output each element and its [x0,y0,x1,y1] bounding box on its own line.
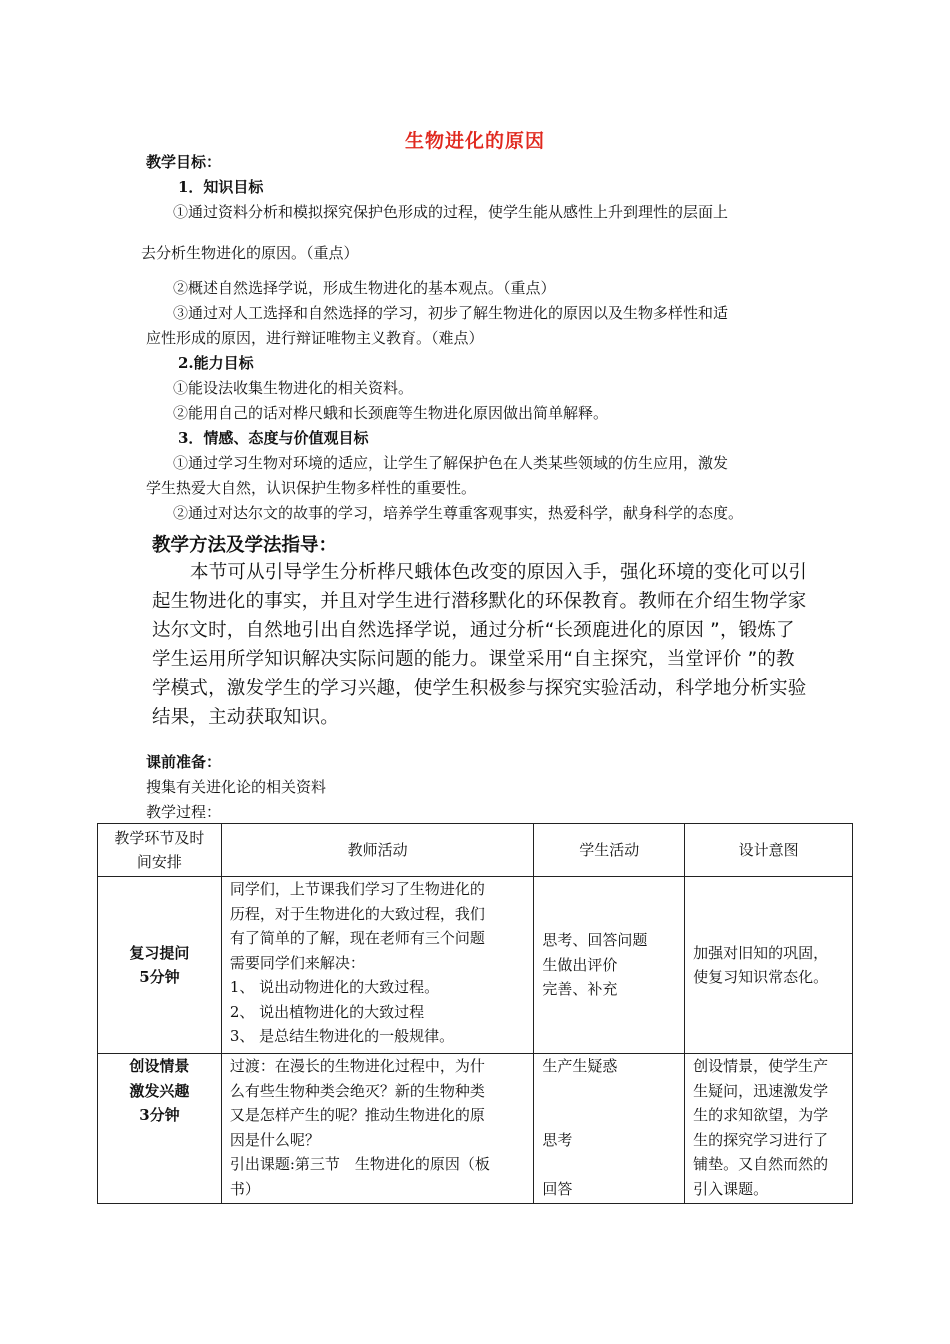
prep-text: 搜集有关进化论的相关资料 [146,778,327,796]
knowledge-item-3b: 应性形成的原因，进行辩证唯物主义教育。（难点） [146,329,484,347]
method-line-6: 结果，主动获取知识。 [152,707,340,728]
ability-heading: 2.能力目标 [178,354,254,372]
emotion-item-1a: ①通过学习生物对环境的适应，让学生了解保护色在人类某些领域的仿生应用，激发 [173,454,729,472]
method-line-4: 学生运用所学知识解决实际问题的能力。课堂采用“自主探究，当堂评价 ”的教 [152,649,795,670]
header-intent: 设计意图 [685,824,853,877]
intent-cell: 加强对旧知的巩固， 使复习知识常态化。 [685,877,853,1054]
header-teacher: 教师活动 [221,824,534,877]
method-line-2: 起生物进化的事实，并且对学生进行潜移默化的环保教育。教师在介绍生物学家 [152,591,807,612]
intent-cell: 创设情景，使学生产 生疑问，迅速激发学 生的求知欲望，为学 生的探究学习进行了 铺垫。又自然而然的 引入课题。 [685,1054,853,1204]
method-line-1: 本节可从引导学生分析桦尺蛾体色改变的原因入手，强化环境的变化可以引 [190,562,808,583]
emotion-item-2: ②通过对达尔文的故事的学习，培养学生尊重客观事实，热爱科学，献身科学的态度。 [173,504,744,522]
knowledge-item-3a: ③通过对人工选择和自然选择的学习，初步了解生物进化的原因以及生物多样性和适 [173,304,729,322]
ability-item-2: ②能用自己的话对桦尺蛾和长颈鹿等生物进化原因做出简单解释。 [173,404,609,422]
stage-cell: 复习提问 5分钟 [98,877,222,1054]
table-row [98,877,853,1054]
knowledge-item-1b: 去分析生物进化的原因。（重点） [141,244,359,262]
knowledge-heading: 1．知识目标 [178,178,264,196]
page-title: 生物进化的原因 [404,130,545,152]
teacher-cell: 同学们，上节课我们学习了生物进化的 历程，对于生物进化的大致过程，我们 有了简单的了解，现在老师有三个问题 需要同学们来解决： 1、 说出动物进化的大致过程。 2、 说出植物进化的大致过程 3、 是总结生物进化的一般规律。 [221,877,534,1054]
knowledge-item-1a: ①通过资料分析和模拟探究保护色形成的过程，使学生能从感性上升到理性的层面上 [173,203,729,221]
prep-heading: 课前准备： [146,753,222,771]
table-header-row [98,824,853,877]
teacher-cell: 过渡：在漫长的生物进化过程中，为什 么有些生物种类会绝灭？新的生物种类 又是怎样产生的呢？推动生物进化的原 因是什么呢？ 引出课题:第三节 生物进化的原因（板 书） [221,1054,534,1204]
stage-cell: 创设情景 激发兴趣 3分钟 [98,1054,222,1204]
table-row [98,1054,853,1204]
method-line-5: 学模式，激发学生的学习兴趣，使学生积极参与探究实验活动，科学地分析实验 [152,678,807,699]
header-student: 学生活动 [534,824,685,877]
student-cell: 思考、回答问题 生做出评价 完善、补充 [534,877,685,1054]
header-stage: 教学环节及时 间安排 [98,824,222,877]
process-table [97,823,853,1204]
ability-item-1: ①能设法收集生物进化的相关资料。 [173,379,414,397]
process-label: 教学过程： [146,803,222,821]
knowledge-item-2: ②概述自然选择学说，形成生物进化的基本观点。（重点） [173,279,556,297]
emotion-item-1b: 学生热爱大自然，认识保护生物多样性的重要性。 [146,479,477,497]
emotion-heading: 3．情感、态度与价值观目标 [178,429,369,447]
goals-heading: 教学目标： [146,153,222,171]
student-cell: 生产生疑惑 思考 回答 [534,1054,685,1204]
method-heading: 教学方法及学法指导： [152,535,338,556]
method-line-3: 达尔文时，自然地引出自然选择学说，通过分析“长颈鹿进化的原因 ”，锻炼了 [152,620,795,641]
